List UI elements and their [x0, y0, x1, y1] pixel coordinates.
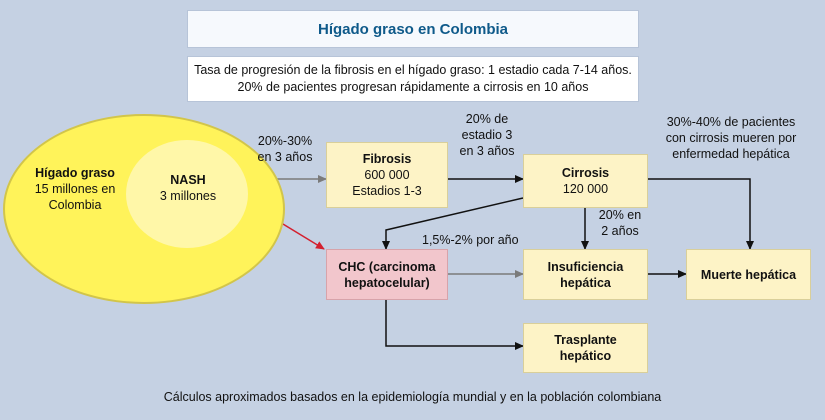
label-cirrosis-muerte — [646, 114, 816, 162]
insuficiencia-line1: Insuficiencia — [547, 259, 624, 274]
label-nash-fibrosis-line1: 20%-30% — [257, 134, 313, 148]
label-cirrosis-insuficiencia — [592, 207, 648, 239]
fibrosis-stages: Estadios 1-3 — [352, 184, 422, 198]
chc-line1: CHC (carcinoma — [338, 259, 436, 274]
label-fibrosis-cirrosis-line2: estadio 3 — [461, 128, 513, 142]
label-fibrosis-cirrosis-line3: en 3 años — [459, 144, 515, 158]
arrow-cirrosis-muerte — [646, 179, 750, 249]
label-nash-fibrosis-line2: en 3 años — [257, 150, 313, 164]
arrow-chc-trasplante — [386, 298, 523, 346]
trasplante-line2: hepático — [559, 349, 612, 363]
insuficiencia-line2: hepática — [560, 275, 611, 290]
fatty-liver-count-line1: 15 millones en — [34, 182, 116, 196]
label-fibrosis-cirrosis — [445, 111, 529, 159]
chc-box — [326, 249, 448, 300]
fatty-liver-label — [12, 165, 138, 213]
label-cirrosis-muerte-line2: con cirrosis mueren por — [665, 131, 797, 145]
cirrosis-name: Cirrosis — [561, 166, 610, 180]
progression-note-line1: Tasa de progresión de la fibrosis en el hígado graso: 1 estadio cada 7-14 años. — [194, 63, 632, 77]
fibrosis-box — [326, 142, 448, 208]
cirrosis-box — [523, 154, 648, 208]
footer-note-text: Cálculos aproximados basados en la epidemiología mundial y en la población colombiana — [163, 390, 662, 404]
label-cirrosis-muerte-line3: enfermedad hepática — [672, 147, 790, 161]
fibrosis-name: Fibrosis — [362, 152, 412, 166]
nash-label — [130, 172, 246, 204]
muerte-name: Muerte hepática — [700, 267, 797, 282]
nash-count: 3 millones — [159, 189, 217, 203]
label-fibrosis-cirrosis-line1: 20% de — [465, 112, 509, 126]
diagram-title-text: Hígado graso en Colombia — [317, 20, 509, 38]
label-cirrosis-muerte-line1: 30%-40% de pacientes — [666, 115, 796, 129]
fibrosis-count: 600 000 — [364, 168, 410, 182]
muerte-box — [686, 249, 811, 300]
label-cirrosis-chc-text: 1,5%-2% por año — [422, 233, 519, 247]
cirrosis-count: 120 000 — [562, 182, 609, 196]
nash-name: NASH — [170, 173, 206, 187]
label-nash-fibrosis — [240, 133, 330, 165]
trasplante-box — [523, 323, 648, 373]
fatty-liver-name: Hígado graso — [35, 166, 115, 180]
label-cirrosis-insuficiencia-line2: 2 años — [601, 224, 639, 238]
chc-line2: hepatocelular) — [344, 275, 430, 290]
label-cirrosis-chc — [422, 232, 526, 248]
progression-note-line2: 20% de pacientes progresan rápidamente a cirrosis en 10 años — [237, 80, 589, 94]
fatty-liver-count-line2: Colombia — [48, 198, 102, 212]
insuficiencia-box — [523, 249, 648, 300]
footer-note — [0, 390, 825, 404]
label-cirrosis-insuficiencia-line1: 20% en — [598, 208, 642, 222]
trasplante-line1: Trasplante — [554, 333, 617, 347]
